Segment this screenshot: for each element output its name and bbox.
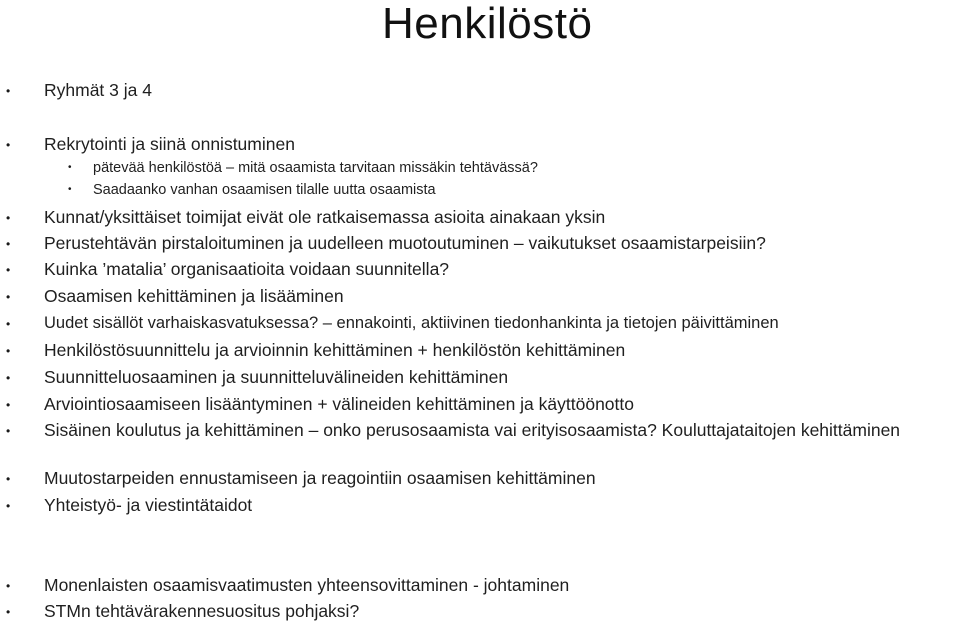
bullet-icon: • [6, 499, 11, 513]
sub-bullet-icon: • [68, 162, 72, 173]
bullet-text: Rekrytointi ja siinä onnistuminen [44, 134, 295, 154]
bullet-icon: • [6, 263, 11, 277]
bullet-text: Muutostarpeiden ennustamiseen ja reagointiin osaamisen kehittäminen [44, 468, 596, 488]
bullet-text: STMn tehtävärakennesuositus pohjaksi? [44, 601, 360, 621]
bullet-text: Uudet sisällöt varhaiskasvatuksessa? – ennakointi, aktiivinen tiedonhankinta ja tietojen päivittäminen [44, 314, 779, 332]
bullet-text: Ryhmät 3 ja 4 [44, 80, 152, 100]
bullet-icon: • [6, 211, 11, 225]
bullet-text: Perustehtävän pirstaloituminen ja uudelleen muotoutuminen – vaikutukset osaamistarpeisiin? [44, 233, 766, 253]
slide-title: Henkilöstö [382, 0, 593, 48]
bullet-icon: • [6, 605, 11, 619]
bullet-icon: • [6, 317, 11, 331]
bullet-icon: • [6, 424, 11, 438]
bullet-text: Kuinka ’matalia’ organisaatioita voidaan suunnitella? [44, 259, 450, 279]
bullet-icon: • [6, 290, 11, 304]
sub-bullet-text: pätevää henkilöstöä – mitä osaamista tarvitaan missäkin tehtävässä? [93, 160, 538, 176]
bullet-icon: • [6, 138, 11, 152]
bullet-text: Yhteistyö- ja viestintätaidot [44, 495, 253, 515]
bullet-text: Arviointiosaamiseen lisääntyminen + välineiden kehittäminen ja käyttöönotto [44, 394, 634, 414]
bullet-text: Suunnitteluosaaminen ja suunnitteluvälineiden kehittäminen [44, 367, 509, 387]
bullet-icon: • [6, 579, 11, 593]
bullet-icon: • [6, 472, 11, 486]
bullet-icon: • [6, 237, 11, 251]
bullet-icon: • [6, 371, 11, 385]
bullet-icon: • [6, 398, 11, 412]
bullet-icon: • [6, 84, 11, 98]
bullet-text: Kunnat/yksittäiset toimijat eivät ole ratkaisemassa asioita ainakaan yksin [44, 207, 606, 227]
bullet-text: Henkilöstösuunnittelu ja arvioinnin kehittäminen + henkilöstön kehittäminen [44, 340, 626, 360]
sub-bullet-text: Saadaanko vanhan osaamisen tilalle uutta osaamista [93, 182, 436, 198]
sub-bullet-icon: • [68, 184, 72, 195]
bullet-icon: • [6, 344, 11, 358]
bullet-text: Sisäinen koulutus ja kehittäminen – onko perusosaamista vai erityisosaamista? Kouluttajataitojen kehittäminen [44, 420, 901, 440]
bullet-text: Monenlaisten osaamisvaatimusten yhteensovittaminen - johtaminen [44, 575, 570, 595]
bullet-text: Osaamisen kehittäminen ja lisääminen [44, 286, 344, 306]
